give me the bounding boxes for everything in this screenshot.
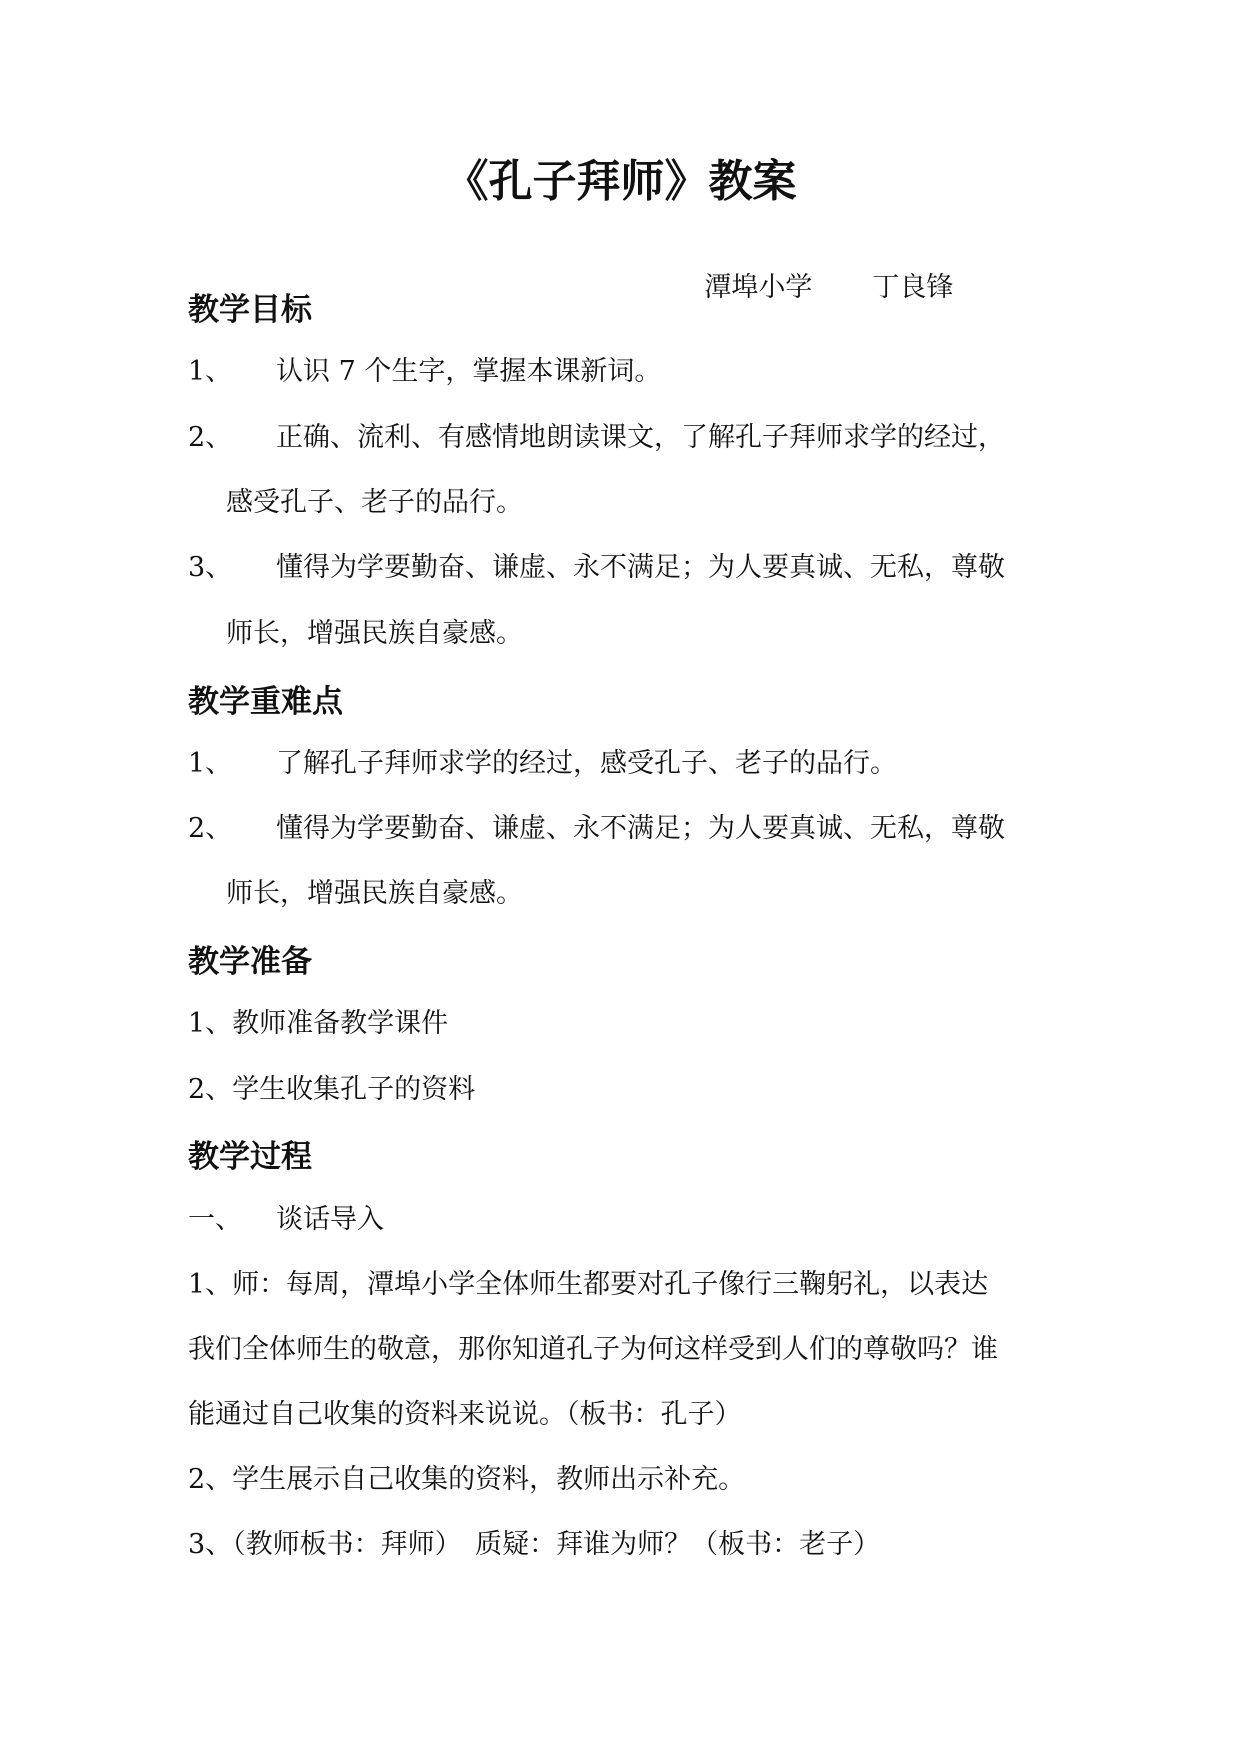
preparation-item-2: 2、学生收集孔子的资料: [188, 1074, 476, 1105]
author-name: 丁良锋: [872, 272, 954, 303]
process-step-number: 一、: [188, 1204, 242, 1235]
key-point-number: 2、: [188, 813, 233, 844]
key-point-text: 懂得为学要勤奋、谦虚、永不满足；为人要真诚、无私，尊敬: [276, 813, 1005, 844]
process-paragraph-2: 2、学生展示自己收集的资料，教师出示补充。: [188, 1464, 746, 1495]
heading-process: 教学过程: [188, 1139, 312, 1175]
process-paragraph-3: 3、（教师板书：拜师） 质疑：拜谁为师？（板书：老子）: [188, 1529, 881, 1560]
school-name: 潭埠小学: [704, 272, 813, 303]
goal-item-number: 2、: [188, 422, 233, 453]
byline: [670, 228, 953, 348]
heading-preparation: 教学准备: [188, 944, 312, 980]
goal-item-number: 1、: [188, 356, 233, 387]
key-point-continuation-text: 师长，增强民族自豪感。: [226, 878, 523, 909]
key-point-text: 了解孔子拜师求学的经过，感受孔子、老子的品行。: [276, 748, 897, 779]
goal-item-number: 3、: [188, 552, 233, 583]
document-title: 《孔子拜师》教案: [444, 156, 797, 207]
heading-goals: 教学目标: [188, 292, 312, 328]
process-paragraph-1-line-1: 1、师：每周，潭埠小学全体师生都要对孔子像行三鞠躬礼，以表达: [188, 1269, 989, 1300]
process-paragraph-1-line-3: 能通过自己收集的资料来说说。（板书：孔子）: [188, 1399, 742, 1430]
key-point-number: 1、: [188, 748, 233, 779]
process-step-text: 谈话导入: [276, 1204, 384, 1235]
goal-item-text: 正确、流利、有感情地朗读课文，了解孔子拜师求学的经过，: [276, 422, 1005, 453]
goal-item-text: 懂得为学要勤奋、谦虚、永不满足；为人要真诚、无私，尊敬: [276, 552, 1005, 583]
process-paragraph-1-line-2: 我们全体师生的敬意，那你知道孔子为何这样受到人们的尊敬吗？谁: [188, 1334, 998, 1365]
preparation-item-1: 1、教师准备教学课件: [188, 1008, 449, 1039]
goal-item-continuation-text: 师长，增强民族自豪感。: [226, 618, 523, 649]
goal-item-continuation-text: 感受孔子、老子的品行。: [226, 487, 523, 518]
goal-item-text: 认识 7 个生字，掌握本课新词。: [276, 356, 662, 387]
heading-key-points: 教学重难点: [188, 684, 343, 720]
